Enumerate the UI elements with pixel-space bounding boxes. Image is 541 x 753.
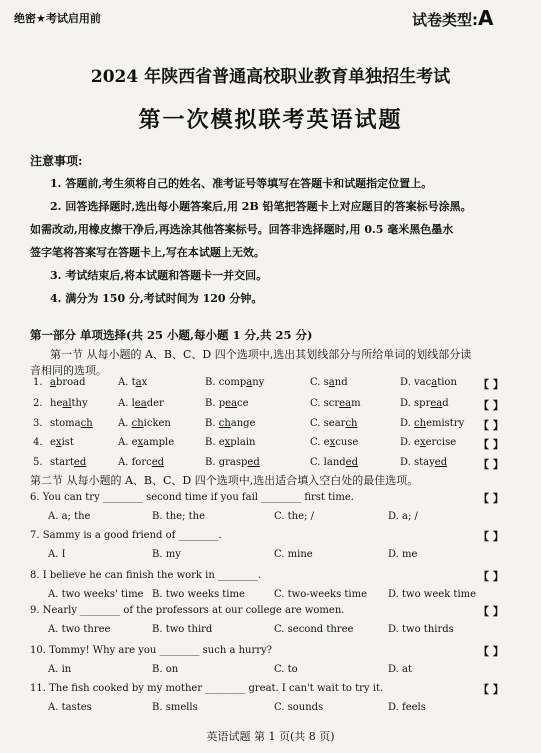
question-number: 4. xyxy=(33,437,43,448)
option-letter: A. xyxy=(118,377,132,388)
option-b xyxy=(205,457,260,468)
word-part: t xyxy=(131,377,136,388)
question-stem: 7. Sammy is a good friend of ________. xyxy=(30,530,222,541)
underlined-part: a xyxy=(50,377,56,388)
option-b xyxy=(205,437,255,448)
option-c: C. mine xyxy=(274,549,313,560)
option-a: A. in xyxy=(48,664,72,675)
word-part: start xyxy=(50,457,74,468)
word-part: spr xyxy=(414,398,431,409)
word-part: sear xyxy=(323,418,346,429)
question-number: 5. xyxy=(33,457,43,468)
option-b xyxy=(205,398,249,409)
underlined-part: ea xyxy=(430,398,443,409)
word-part: e xyxy=(218,437,225,448)
option-d: D. two week time xyxy=(388,589,477,600)
option-a xyxy=(118,437,174,448)
option-d xyxy=(400,398,449,409)
answer-bracket: 【 】 xyxy=(478,605,504,618)
word-part: cuse xyxy=(335,437,359,448)
option-c xyxy=(310,377,348,388)
answer-bracket: 【 】 xyxy=(478,570,504,583)
paper-type-label: 试卷类型: xyxy=(412,11,478,29)
word-part: ny xyxy=(252,377,265,388)
notice-heading: 注意事项: xyxy=(30,154,83,168)
notice-line: 3. 考试结束后,将本试题和答题卡一并交回。 xyxy=(50,269,268,282)
option-a: A. two weeks' time xyxy=(48,589,144,600)
answer-bracket: 【 】 xyxy=(478,378,504,391)
word-part: icken xyxy=(143,418,171,429)
option-b: B. my xyxy=(152,549,181,560)
notice-line: 4. 满分为 150 分,考试时间为 120 分钟。 xyxy=(50,292,263,305)
option-letter: A. xyxy=(118,418,132,429)
word-part: e xyxy=(131,437,138,448)
word-part: der xyxy=(146,398,164,409)
option-letter: A. xyxy=(118,457,132,468)
option-letter: B. xyxy=(205,437,219,448)
word-part: m xyxy=(351,398,361,409)
option-c: C. to xyxy=(274,664,298,675)
option-b: B. the; the xyxy=(152,511,206,522)
underlined-part: x xyxy=(137,437,144,448)
option-b xyxy=(205,377,264,388)
underlined-part: ch xyxy=(414,418,427,429)
option-letter: D. xyxy=(400,377,415,388)
question-stem: 9. Nearly ________ of the professors at our college are women. xyxy=(30,605,345,616)
option-c xyxy=(310,418,358,429)
answer-bracket: 【 】 xyxy=(478,645,504,658)
paper-type-value: A xyxy=(478,6,494,30)
option-b: B. two third xyxy=(152,624,213,635)
underlined-part: a xyxy=(246,377,253,388)
word-part: thy xyxy=(71,398,88,409)
given-word xyxy=(50,437,74,448)
word-part: land xyxy=(323,457,346,468)
option-a xyxy=(118,457,164,468)
word-part: ange xyxy=(230,418,256,429)
word-part: broad xyxy=(55,377,86,388)
question-number: 1. xyxy=(33,377,43,388)
part1-title: 第一部分 单项选择(共 25 小题,每小题 1 分,共 25 分) xyxy=(30,328,313,342)
option-letter: B. xyxy=(205,398,219,409)
option-letter: C. xyxy=(310,457,324,468)
word-part: tion xyxy=(437,377,457,388)
section1-instruction: 第一节 从每小题的 A、B、C、D 四个选项中,选出其划线部分与所给单词的划线部分读 xyxy=(50,348,472,361)
word-part: e xyxy=(414,437,420,448)
option-letter: C. xyxy=(310,437,324,448)
option-d xyxy=(400,377,457,388)
option-d xyxy=(400,457,447,468)
section1-instruction-cont: 音相同的选项。 xyxy=(30,364,107,377)
given-word xyxy=(50,398,88,409)
underlined-part: ed xyxy=(151,457,165,468)
option-b: B. smells xyxy=(152,702,198,713)
underlined-part: ed xyxy=(247,457,260,468)
option-c xyxy=(310,457,358,468)
question-stem: 6. You can try ________ second time if you fail ________ first time. xyxy=(30,492,354,503)
underlined-part: ed xyxy=(434,457,448,468)
option-d: D. a; / xyxy=(388,511,418,522)
question-number: 2. xyxy=(33,398,43,409)
exam-subtitle: 第一次模拟联考英语试题 xyxy=(138,107,403,133)
word-part: p xyxy=(218,398,226,409)
underlined-part: a xyxy=(431,377,438,388)
word-part: s xyxy=(323,377,329,388)
answer-bracket: 【 】 xyxy=(478,438,504,451)
answer-bracket: 【 】 xyxy=(478,530,504,543)
underlined-part: ea xyxy=(225,398,238,409)
answer-bracket: 【 】 xyxy=(478,492,504,505)
underlined-part: a xyxy=(135,377,142,388)
option-letter: C. xyxy=(310,398,324,409)
answer-bracket: 【 】 xyxy=(478,683,504,696)
underlined-part: ed xyxy=(345,457,358,468)
word-part: he xyxy=(50,398,63,409)
option-c: C. second three xyxy=(274,624,354,635)
word-part: forc xyxy=(131,457,152,468)
option-d xyxy=(400,437,456,448)
option-letter: D. xyxy=(400,457,415,468)
word-part: emistry xyxy=(426,418,465,429)
option-letter: C. xyxy=(310,418,324,429)
option-d: D. at xyxy=(388,664,412,675)
option-a: A. I xyxy=(48,549,66,560)
option-c: C. the; / xyxy=(274,511,314,522)
underlined-part: al xyxy=(62,398,72,409)
word-part: scr xyxy=(323,398,340,409)
underlined-part: ch xyxy=(345,418,358,429)
given-word xyxy=(50,418,93,429)
answer-bracket: 【 】 xyxy=(478,419,504,432)
secret-label: 绝密★考试启用前 xyxy=(14,12,101,25)
option-a xyxy=(118,418,171,429)
underlined-part: ea xyxy=(339,398,352,409)
option-b: B. on xyxy=(152,664,179,675)
option-c: C. two-weeks time xyxy=(274,589,368,600)
paper-type xyxy=(412,6,493,30)
option-d xyxy=(400,418,464,429)
option-a: A. a; the xyxy=(48,511,91,522)
option-c xyxy=(310,437,358,448)
option-d: D. two thirds xyxy=(388,624,454,635)
section2-instruction: 第二节 从每小题的 A、B、C、D 四个选项中,选出适合填入空白处的最佳选项。 xyxy=(30,474,419,487)
page-footer: 英语试题 第 1 页(共 8 页) xyxy=(206,730,335,743)
option-a xyxy=(118,377,147,388)
notice-line: 如需改动,用橡皮擦干净后,再选涂其他答案标号。回答非选择题时,用 0.5 毫米黑色墨水 xyxy=(30,223,454,236)
option-letter: D. xyxy=(400,418,415,429)
word-part: comp xyxy=(218,377,247,388)
underlined-part: ed xyxy=(73,457,87,468)
option-letter: D. xyxy=(400,398,415,409)
word-part: vac xyxy=(414,377,432,388)
underlined-part: ch xyxy=(218,418,231,429)
underlined-part: a xyxy=(328,377,335,388)
underlined-part: ch xyxy=(80,418,93,429)
exam-title: 2024 年陕西省普通高校职业教育单独招生考试 xyxy=(90,67,451,87)
given-word xyxy=(50,457,86,468)
option-a: A. two three xyxy=(48,624,111,635)
option-letter: C. xyxy=(310,377,324,388)
underlined-part: ea xyxy=(134,398,147,409)
question-stem: 8. I believe he can finish the work in ________. xyxy=(30,570,262,581)
option-letter: B. xyxy=(205,457,219,468)
option-letter: A. xyxy=(118,398,132,409)
option-a: A. tastes xyxy=(48,702,92,713)
option-letter: B. xyxy=(205,377,219,388)
question-number: 3. xyxy=(33,418,43,429)
option-c xyxy=(310,398,361,409)
underlined-part: x xyxy=(329,437,336,448)
word-part: x xyxy=(141,377,148,388)
answer-bracket: 【 】 xyxy=(478,399,504,412)
word-part: ercise xyxy=(425,437,457,448)
word-part: plain xyxy=(230,437,256,448)
word-part: e xyxy=(50,437,56,448)
notice-line: 签字笔将答案写在答题卡上,写在本试题上无效。 xyxy=(30,246,265,259)
underlined-part: x xyxy=(55,437,62,448)
word-part: stay xyxy=(414,457,435,468)
notice-line: 2. 回答选择题时,选出每小题答案后,用 2B 铅笔把答题卡上对应题目的答案标号涂黑。 xyxy=(50,200,472,213)
notice-line: 1. 答题前,考生须将自己的姓名、准考证号等填写在答题卡和试题指定位置上。 xyxy=(50,177,433,190)
option-letter: D. xyxy=(400,437,415,448)
option-letter: B. xyxy=(205,418,219,429)
given-word xyxy=(50,377,86,388)
question-stem: 11. The fish cooked by my mother ________ great. I can't wait to try it. xyxy=(30,683,384,694)
word-part: stoma xyxy=(50,418,81,429)
option-d: D. feels xyxy=(388,702,426,713)
option-b: B. two weeks time xyxy=(152,589,245,600)
underlined-part: ch xyxy=(131,418,144,429)
word-part: l xyxy=(131,398,135,409)
option-b xyxy=(205,418,256,429)
option-c: C. sounds xyxy=(274,702,324,713)
option-d: D. me xyxy=(388,549,418,560)
option-letter: A. xyxy=(118,437,132,448)
answer-bracket: 【 】 xyxy=(478,458,504,471)
word-part: ce xyxy=(237,398,249,409)
word-part: ist xyxy=(61,437,74,448)
word-part: nd xyxy=(334,377,348,388)
underlined-part: x xyxy=(419,437,426,448)
word-part: grasp xyxy=(218,457,248,468)
question-stem: 10. Tommy! Why are you ________ such a hurry? xyxy=(30,645,273,656)
word-part: e xyxy=(323,437,330,448)
word-part: ample xyxy=(143,437,175,448)
underlined-part: x xyxy=(224,437,231,448)
word-part: d xyxy=(442,398,449,409)
option-a xyxy=(118,398,164,409)
